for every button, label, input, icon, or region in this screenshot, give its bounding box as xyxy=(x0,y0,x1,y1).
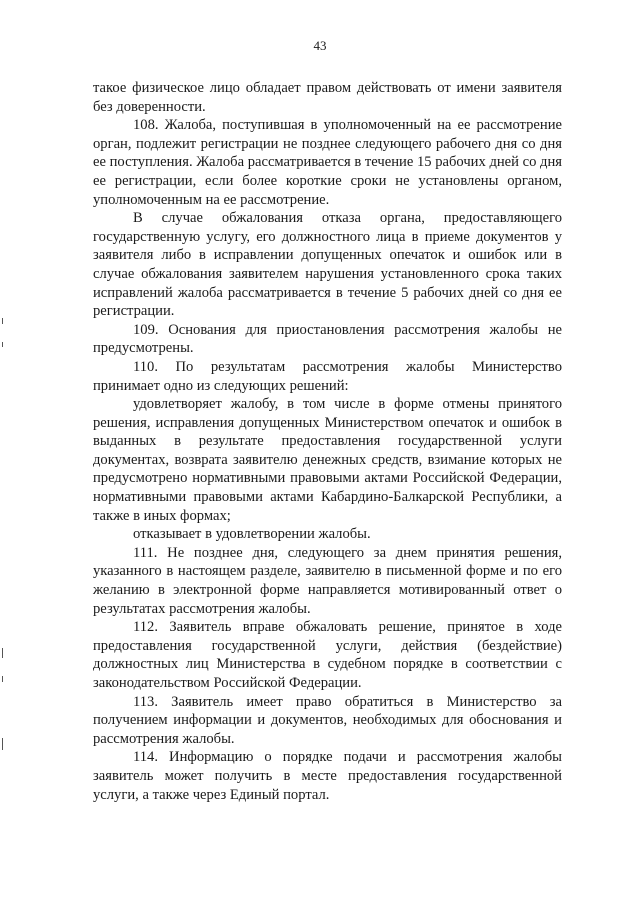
paragraph-110-refuse: отказывает в удовлетворении жалобы. xyxy=(133,526,371,543)
paragraph-continuation: такое физическое лицо обладает правом действовать от имени заявителя без доверенности. xyxy=(93,80,562,115)
paragraph-109: 109. Основания для приостановления рассмотрения жалобы не предусмотрены. xyxy=(93,321,562,357)
document-body xyxy=(93,79,562,804)
paragraph-108-refusal: В случае обжалования отказа органа, предоставляющего государственную услугу, его должностного лица в приеме документов у заявителя либо в исправлении допущенных опечаток и ошибок или в случае обжалования заявителем нарушения установленного срока таких исправлений жалоба рассматривается в течение 5 рабочих дней со дня ее регистрации. xyxy=(93,210,562,320)
scan-artifact xyxy=(2,318,3,324)
paragraph-112: 112. Заявитель вправе обжаловать решение, принятое в ходе предоставления государственной услуги, действия (бездействие) должностных лиц Министерства в судебном порядке в соответствии с законодательством Российской Федерации. xyxy=(93,619,562,691)
paragraph-108: 108. Жалоба, поступившая в уполномоченный на ее рассмотрение орган, подлежит регистрации не позднее следующего рабочего дня со дня ее поступления. Жалоба рассматривается в течение 15 рабочих дней со дня ее регистрации, если более короткие сроки не установлены органом, уполномоченным на ее рассмотрение. xyxy=(93,117,562,208)
paragraph-111: 111. Не позднее дня, следующего за днем принятия решения, указанного в настоящем разделе, заявителю в письменной форме и по его желанию в электронной форме направляется мотивированный ответ о результатах рассмотрения жалобы. xyxy=(93,544,562,617)
paragraph-110-satisfy: удовлетворяет жалобу, в том числе в форме отмены принятого решения, исправления допущенных Министерством опечаток и ошибок в выданных в результате предоставления государственной услуги документах, возврата заявителю денежных средств, взимание которых не предусмотрено нормативными правовыми актами Российской Федерации, нормативными правовыми актами Кабардино-Балкарской Республики, а также в иных формах; xyxy=(93,396,562,524)
scan-artifact xyxy=(2,342,3,347)
scan-artifact xyxy=(2,738,3,750)
paragraph-110: 110. По результатам рассмотрения жалобы Министерство принимает одно из следующих решений: xyxy=(93,358,562,394)
scan-artifact xyxy=(2,648,3,658)
paragraph-114: 114. Информацию о порядке подачи и рассмотрения жалобы заявитель может получить в месте предоставления государственной услуги, а также через Единый портал. xyxy=(93,749,562,803)
paragraph-113: 113. Заявитель имеет право обратиться в Министерство за получением информации и документов, необходимых для обоснования и рассмотрения жалобы. xyxy=(93,693,562,747)
page-number: 43 xyxy=(313,38,327,53)
scan-artifact xyxy=(2,676,3,682)
